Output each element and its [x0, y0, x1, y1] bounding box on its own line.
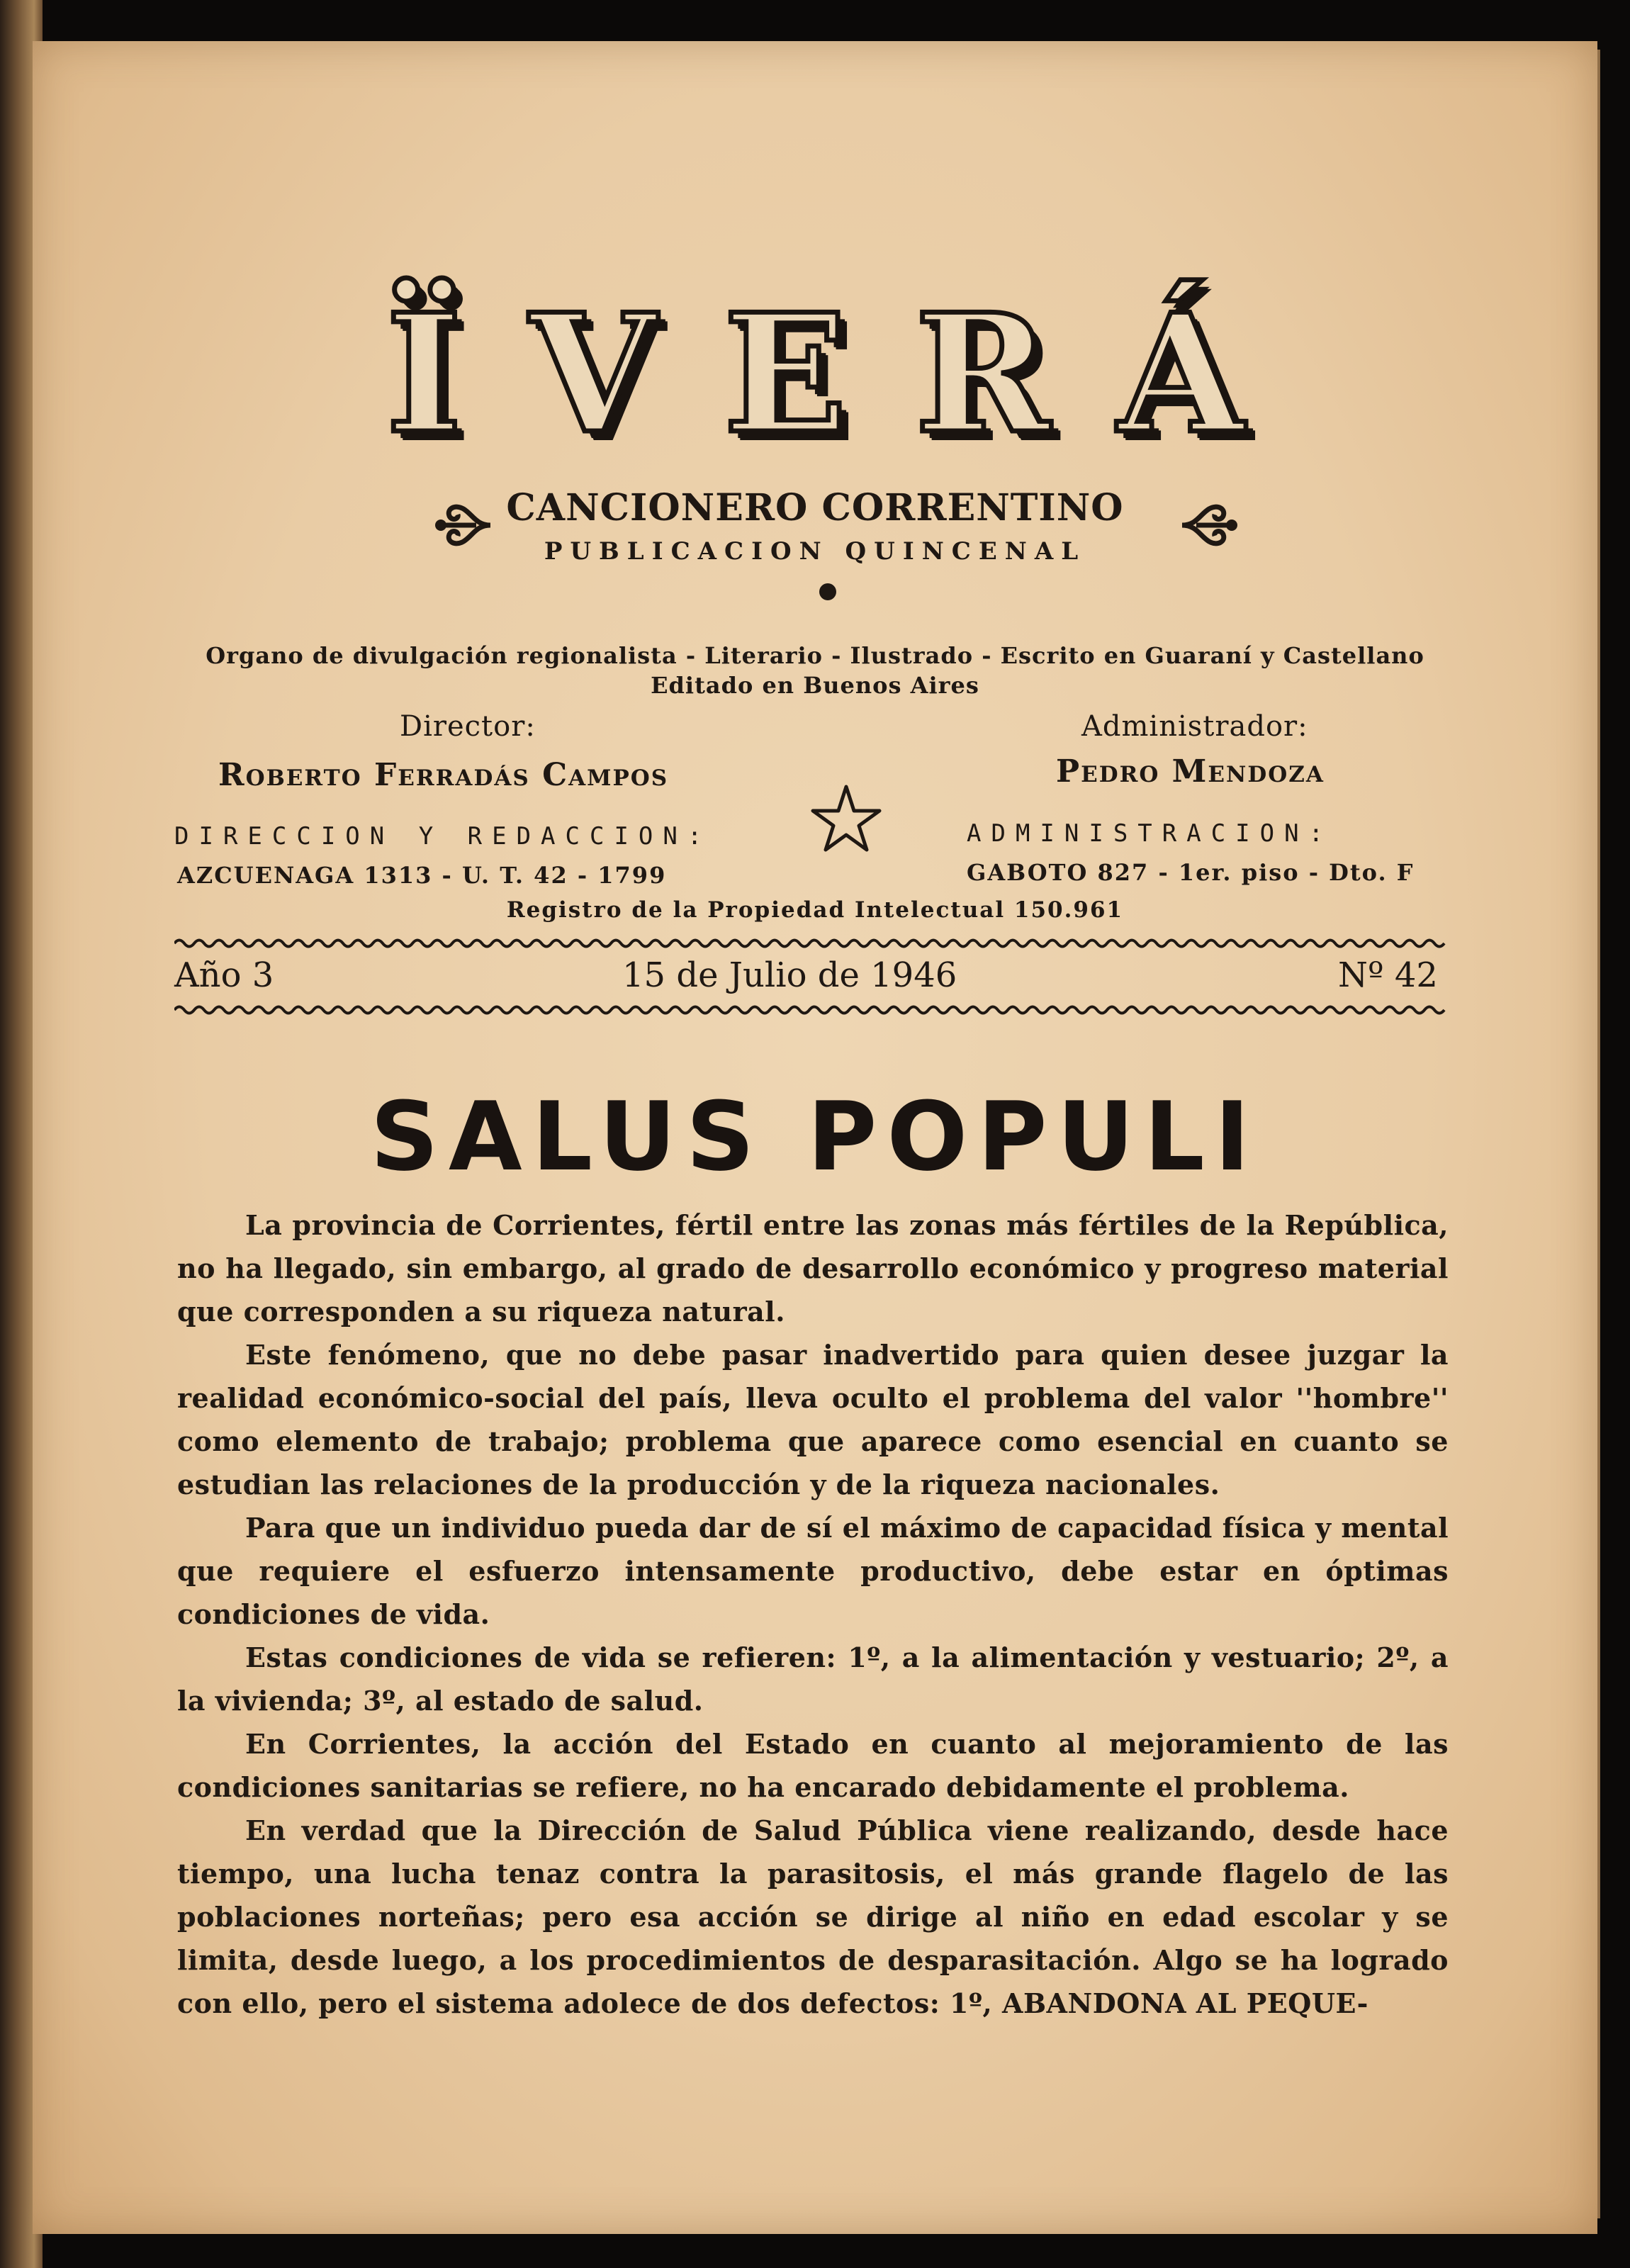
- issue-number: Nº 42: [1338, 955, 1438, 995]
- masthead-title: ÏVERÁ: [386, 279, 1312, 470]
- article-paragraph: En verdad que la Dirección de Salud Pública viene realizando, desde hace tiempo, una lucha tenaz contra la parasitosis, el más grande flagelo de las poblaciones norteñas; pero esa acción se dirige al niño en edad escolar y se limita, desde luego, a los procedimientos de desparasitación. Algo se ha logrado con ello, pero el sistema adolece de dos defectos: 1º, ABANDONA AL PEQUE-: [177, 1814, 1449, 2019]
- administracion-address: GABOTO 827 - 1er. piso - Dto. F: [967, 859, 1415, 886]
- director-name: Roberto Ferradás Campos: [218, 757, 669, 793]
- star-icon: [811, 784, 882, 855]
- article-paragraph: En Corrientes, la acción del Estado en cuanto al mejoramiento de las condiciones sanitarias se refiere, no ha encarado debidamente el problema.: [177, 1728, 1449, 1803]
- administrador-name: Pedro Mendoza: [1056, 753, 1325, 790]
- magazine-page: [33, 41, 1597, 2234]
- right-fleuron-icon: [1175, 500, 1239, 550]
- masthead-frequency: PUBLICACION QUINCENAL: [544, 537, 1086, 566]
- article-body: [177, 1203, 1449, 2025]
- issue-year: Año 3: [174, 955, 274, 995]
- administracion-label: ADMINISTRACION:: [967, 819, 1334, 848]
- issue-date: 15 de Julio de 1946: [622, 955, 957, 995]
- masthead-subtitle: CANCIONERO CORRENTINO: [506, 486, 1124, 529]
- direccion-address: AZCUENAGA 1313 - U. T. 42 - 1799: [177, 862, 667, 889]
- administrador-role: Administrador:: [1081, 710, 1308, 743]
- article-paragraph: La provincia de Corrientes, fértil entre las zonas más fértiles de la República, no ha llegado, sin embargo, al grado de desarrollo económico y progreso material que corresponden a su riqueza natural.: [177, 1209, 1449, 1327]
- bullet-dot-icon: [819, 583, 836, 600]
- article-paragraph: Estas condiciones de vida se refieren: 1º, a la alimentación y vestuario; 2º, a la vivienda; 3º, al estado de salud.: [177, 1641, 1449, 1717]
- organo-description: [33, 641, 1597, 700]
- article-headline: SALUS POPULI: [370, 1082, 1260, 1192]
- bottom-wavy-rule: [174, 1004, 1450, 1016]
- direccion-label: DIRECCION Y REDACCION:: [174, 822, 712, 850]
- organo-line-2: Editado en Buenos Aires: [651, 672, 979, 699]
- top-wavy-rule: [174, 937, 1450, 950]
- article-paragraph: Para que un individuo pueda dar de sí el máximo de capacidad física y mental que requiere el esfuerzo intensamente productivo, debe estar en óptimas condiciones de vida.: [177, 1512, 1449, 1630]
- director-role: Director:: [400, 710, 536, 743]
- article-paragraph: Este fenómeno, que no debe pasar inadvertido para quien desee juzgar la realidad económico-social del país, lleva oculto el problema del valor ''hombre'' como elemento de trabajo; problema que aparece como esencial en cuanto se estudian las relaciones de la producción y de la riqueza nacionales.: [177, 1339, 1449, 1500]
- organo-line-1: Organo de divulgación regionalista - Literario - Ilustrado - Escrito en Guaraní y Castellano: [206, 642, 1424, 669]
- registro-propiedad: Registro de la Propiedad Intelectual 150.961: [506, 897, 1124, 923]
